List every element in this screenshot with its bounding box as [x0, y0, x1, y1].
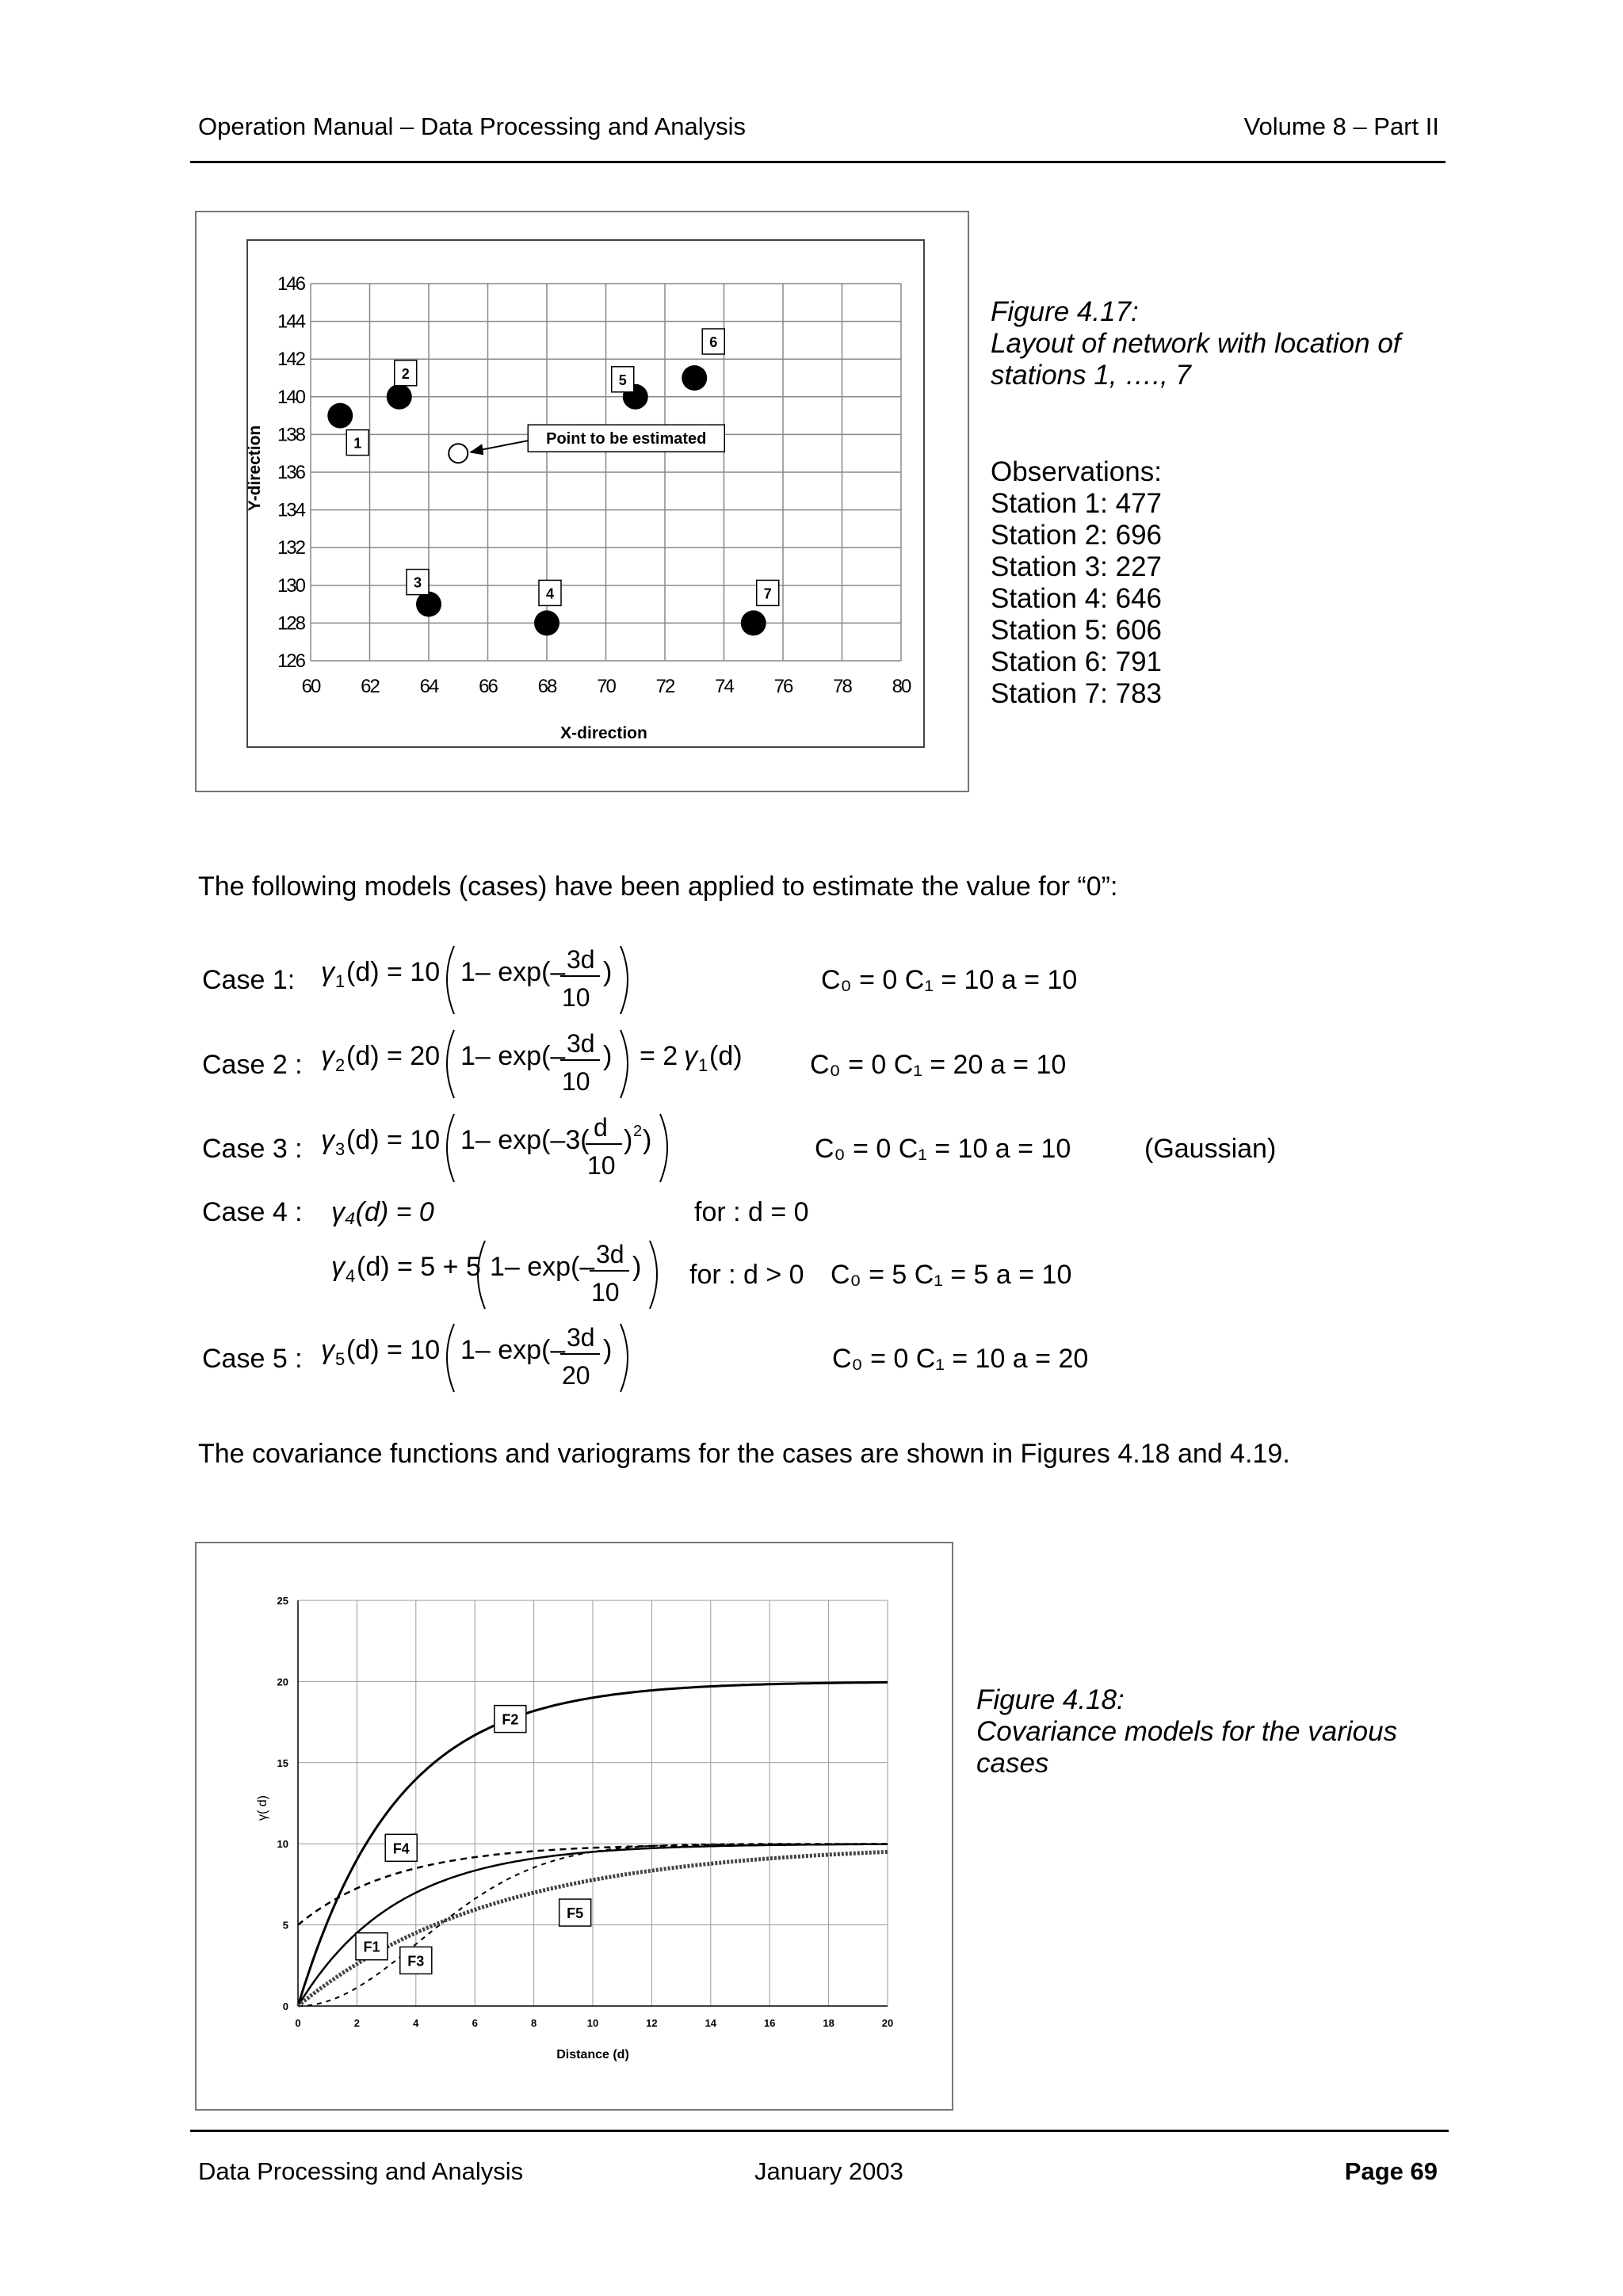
station-marker [327, 403, 353, 429]
svg-text:(d) = 10: (d) = 10 [346, 1335, 441, 1365]
intro-text: The following models (cases) have been applied to estimate the value for “0”: [198, 871, 1118, 902]
svg-text:): ) [624, 1125, 633, 1155]
y-tick-label: 138 [277, 424, 304, 446]
x-tick-label: 80 [892, 676, 911, 697]
y-tick-label: 5 [282, 1919, 288, 1932]
station-layout-chart [195, 211, 968, 791]
svg-text:γ: γ [684, 1041, 697, 1071]
x-tick-label: 62 [361, 676, 379, 697]
svg-text:5: 5 [335, 1349, 346, 1369]
x-tick-label: 68 [537, 676, 556, 697]
case-3-label: Case 3 : [202, 1134, 303, 1164]
x-tick-label: 64 [419, 676, 438, 697]
x-tick-label: 76 [773, 676, 792, 697]
series-label: F1 [363, 1939, 380, 1955]
station-marker [682, 365, 707, 391]
covariance-chart [195, 1542, 952, 2109]
x-tick-label: 70 [597, 676, 615, 697]
svg-text:3d: 3d [567, 1029, 595, 1058]
observation-item: Station 2: 696 [991, 520, 1162, 551]
annotation-text: Point to be estimated [546, 430, 707, 448]
y-tick-label: 146 [277, 273, 304, 295]
summary-text: The covariance functions and variograms for the cases are shown in Figures 4.18 and 4.19. [198, 1439, 1290, 1469]
svg-text:2: 2 [335, 1055, 346, 1075]
svg-text:1: 1 [698, 1055, 708, 1075]
header-right: Volume 8 – Part II [1243, 113, 1439, 140]
svg-text:10: 10 [562, 983, 590, 1012]
svg-text:10: 10 [562, 1067, 590, 1096]
svg-text:2: 2 [633, 1123, 643, 1140]
case-4-label: Case 4 : [202, 1197, 303, 1227]
case-3-equation [321, 1108, 685, 1190]
svg-text:3: 3 [335, 1139, 346, 1159]
observation-item: Station 7: 783 [991, 678, 1162, 709]
figure-4-18-caption [976, 1684, 1397, 1779]
header-left: Operation Manual – Data Processing and Analysis [198, 113, 747, 140]
x-axis-label: Distance (d) [556, 2048, 629, 2061]
x-tick-label: 60 [301, 676, 320, 697]
x-tick-label: 74 [715, 676, 733, 697]
svg-text:10: 10 [587, 1151, 616, 1180]
caption-line: stations 1, …., 7 [991, 360, 1191, 391]
series-label: F4 [392, 1840, 410, 1857]
x-tick-label: 10 [586, 2017, 599, 2029]
case-1-equation [321, 940, 654, 1022]
x-tick-label: 12 [646, 2017, 658, 2029]
x-tick-label: 20 [881, 2017, 894, 2029]
x-tick-label: 0 [295, 2017, 301, 2029]
svg-text:): ) [632, 1252, 642, 1282]
x-axis-label: X-direction [560, 724, 647, 742]
figure-4-17-caption [991, 296, 1401, 391]
svg-text:γ: γ [331, 1252, 345, 1282]
case-4-params: C₀ = 5 C₁ = 5 a = 10 [831, 1260, 1072, 1290]
x-tick-label: 14 [705, 2017, 717, 2029]
case-5-params: C₀ = 0 C₁ = 10 a = 20 [832, 1344, 1089, 1374]
svg-text:γ: γ [321, 1041, 334, 1071]
footer-page-number: Page 69 [1344, 2157, 1438, 2185]
case-4-condition-a: for : d = 0 [694, 1197, 809, 1227]
y-axis-label: Y-direction [246, 425, 264, 512]
svg-text:): ) [603, 957, 613, 987]
svg-text:10: 10 [591, 1278, 620, 1306]
y-axis-label: γ( d) [256, 1795, 269, 1821]
series-label: F3 [407, 1953, 425, 1970]
observations-list [991, 456, 1162, 710]
svg-text:(d): (d) [709, 1041, 743, 1071]
case-4-equation-b [331, 1234, 680, 1317]
x-tick-label: 66 [479, 676, 497, 697]
station-marker [741, 610, 766, 635]
x-tick-label: 78 [833, 676, 851, 697]
svg-text:3d: 3d [596, 1240, 624, 1268]
case-4-equation-a: γ₄(d) = 0 [331, 1197, 434, 1227]
svg-text:3d: 3d [567, 945, 595, 974]
case-2-equation [321, 1024, 749, 1106]
x-tick-label: 18 [823, 2017, 834, 2029]
observation-item: Station 1: 477 [991, 488, 1162, 519]
x-tick-label: 72 [655, 676, 674, 697]
y-tick-label: 136 [277, 462, 304, 483]
observation-item: Station 3: 227 [991, 551, 1162, 582]
caption-line: cases [976, 1748, 1049, 1779]
x-tick-label: 6 [472, 2017, 478, 2029]
case-5-label: Case 5 : [202, 1344, 303, 1374]
x-tick-label: 2 [353, 2017, 361, 2029]
y-tick-label: 132 [277, 537, 304, 559]
case-1-label: Case 1: [202, 965, 296, 995]
case-3-note: (Gaussian) [1144, 1134, 1277, 1164]
station-label: 6 [709, 334, 718, 350]
caption-line: Layout of network with location of [991, 328, 1401, 359]
case-4-condition-b: for : d > 0 [689, 1260, 804, 1290]
station-label: 7 [763, 585, 772, 602]
svg-text:(d) = 10: (d) = 10 [346, 957, 441, 987]
series-label: F5 [567, 1905, 584, 1922]
footer-rule [190, 2130, 1449, 2132]
caption-line: Covariance models for the various [976, 1716, 1398, 1747]
svg-text:1– exp(–: 1– exp(– [490, 1252, 595, 1282]
station-marker [534, 610, 559, 635]
y-tick-label: 130 [277, 574, 304, 597]
annotation-arrowhead [469, 444, 483, 455]
case-2-params: C₀ = 0 C₁ = 20 a = 10 [810, 1050, 1067, 1080]
y-tick-label: 0 [282, 2000, 288, 2012]
case-1-params: C₀ = 0 C₁ = 10 a = 10 [821, 965, 1078, 995]
svg-text:1– exp(–3(: 1– exp(–3( [460, 1125, 590, 1155]
observations-title: Observations: [991, 456, 1162, 487]
header-rule [190, 161, 1445, 163]
svg-text:d: d [594, 1113, 608, 1142]
y-tick-label: 144 [277, 311, 304, 333]
observation-item: Station 6: 791 [991, 646, 1162, 677]
y-tick-label: 128 [277, 612, 304, 635]
svg-text:3d: 3d [567, 1323, 595, 1352]
svg-text:(d) = 10: (d) = 10 [346, 1125, 441, 1155]
caption-line: Figure 4.18: [976, 1684, 1125, 1715]
observation-item: Station 4: 646 [991, 583, 1162, 614]
svg-text:4: 4 [346, 1266, 356, 1286]
svg-text:): ) [603, 1335, 613, 1365]
footer-center: January 2003 [754, 2157, 903, 2185]
y-tick-label: 20 [277, 1676, 288, 1688]
case-2-label: Case 2 : [202, 1050, 303, 1080]
svg-text:= 2: = 2 [640, 1041, 678, 1071]
svg-text:): ) [603, 1041, 613, 1071]
svg-text:): ) [643, 1125, 652, 1155]
station-label: 2 [401, 365, 410, 382]
series-label: F2 [502, 1711, 519, 1728]
svg-text:γ: γ [321, 957, 334, 987]
y-tick-label: 25 [277, 1595, 288, 1607]
footer-left: Data Processing and Analysis [198, 2157, 524, 2185]
y-tick-label: 142 [277, 349, 304, 371]
station-label: 3 [413, 574, 422, 591]
x-tick-label: 16 [763, 2017, 776, 2029]
station-marker [387, 384, 412, 410]
svg-text:1: 1 [335, 971, 346, 991]
caption-line: Figure 4.17: [991, 296, 1139, 327]
estimate-point-marker [449, 444, 468, 463]
svg-text:γ: γ [321, 1335, 334, 1365]
x-tick-label: 4 [413, 2017, 419, 2029]
svg-text:(d) = 5 + 5: (d) = 5 + 5 [357, 1252, 481, 1282]
svg-text:1– exp(–: 1– exp(– [460, 957, 566, 987]
x-tick-label: 8 [530, 2017, 537, 2029]
svg-text:(d) = 20: (d) = 20 [346, 1041, 441, 1071]
y-tick-label: 10 [277, 1838, 288, 1851]
svg-text:1– exp(–: 1– exp(– [460, 1041, 566, 1071]
svg-text:20: 20 [562, 1361, 590, 1390]
svg-text:1– exp(–: 1– exp(– [460, 1335, 566, 1365]
station-label: 4 [545, 585, 555, 602]
case-5-equation [321, 1318, 654, 1400]
y-tick-label: 126 [277, 650, 304, 672]
station-marker [416, 592, 441, 617]
y-tick-label: 15 [277, 1756, 288, 1769]
station-label: 5 [618, 372, 627, 388]
station-label: 1 [353, 435, 362, 452]
case-3-params: C₀ = 0 C₁ = 10 a = 10 [815, 1134, 1071, 1164]
y-tick-label: 140 [277, 386, 304, 408]
y-tick-label: 134 [277, 499, 304, 521]
observation-item: Station 5: 606 [991, 615, 1162, 646]
svg-text:γ: γ [321, 1125, 334, 1155]
